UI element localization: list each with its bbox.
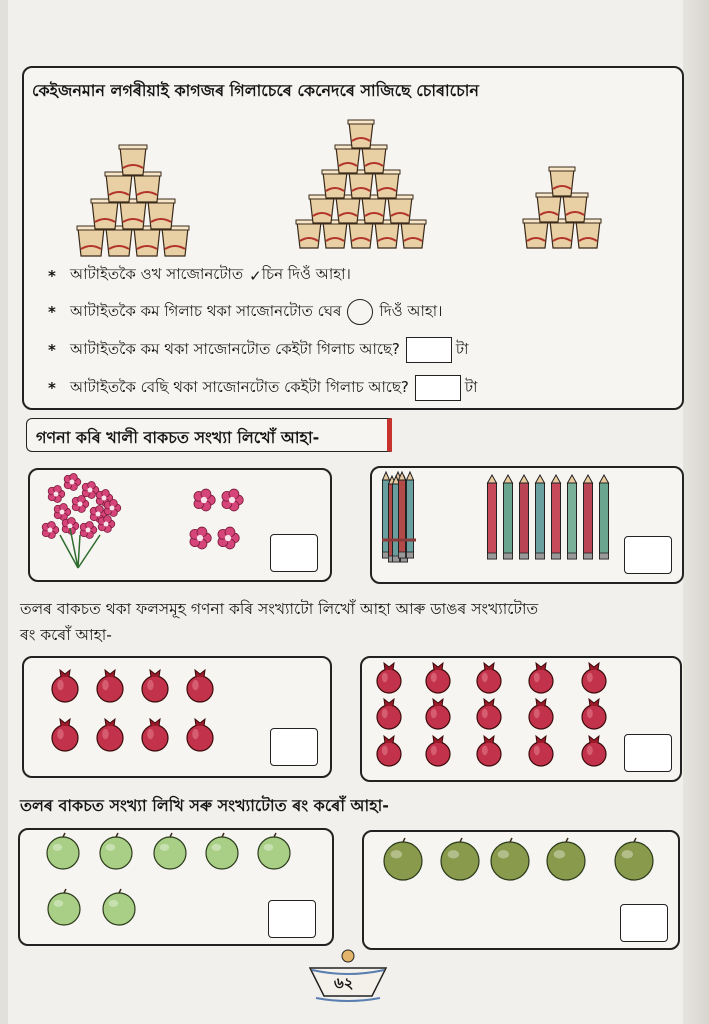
fruit [547,838,585,880]
fruit [154,833,186,869]
fruit [384,838,422,880]
fruit [48,889,80,925]
fruit [258,833,290,869]
question-text: আটাইতকৈ ওখ সাজোনটোত [70,265,244,283]
check-mark: ✓ [249,266,262,285]
question-text: আটাইতকৈ বেছি থকা সাজোনটোত কেইটা গিলাচ আছে? [70,377,409,396]
question-suffix: চিন দিওঁ আহা। [261,265,351,283]
section-title: গণনা কৰি খালী বাকচত সংখ্যা লিখোঁ আহা- [36,428,320,447]
fruit [103,889,135,925]
fruit [441,838,479,880]
question-1: * আটাইতকৈ ওখ সাজোনটোত ✓ চিন দিওঁ আহা। [48,263,351,288]
question-suffix: টা [455,339,469,358]
instruction-line-2: ৰং কৰোঁ আহা- [20,626,112,644]
fruit [206,833,238,869]
question-suffix: দিওঁ আহা। [379,301,443,320]
question-text: আটাইতকৈ কম থকা সাজোনটোত কেইটা গিলাচ আছে? [70,339,400,358]
question-text: আটাইতকৈ কম গিলাচ থকা সাজোনটোত ঘেৰ [70,301,342,320]
instruction: তলৰ বাকচত সংখ্যা লিখি সৰু সংখ্যাটোত ৰং কৰোঁ আহা- [20,796,389,815]
fruit [47,833,79,869]
instruction-line-1: তলৰ বাকচত থকা ফলসমূহ গণনা কৰি সংখ্যাটো লিখোঁ আহা আৰু ডাঙৰ সংখ্যাটোত [20,600,539,618]
question-4: * আটাইতকৈ বেছি থকা সাজোনটোত কেইটা গিলাচ আছে? টা [48,375,477,401]
section-title: কেইজনমান লগৰীয়াই কাগজৰ গিলাচেৰে কেনেদৰে সাজিছে চোৰাচোন [32,81,479,100]
fruit [615,838,653,880]
question-2: * আটাইতকৈ কম গিলাচ থকা সাজোনটোত ঘেৰ দিওঁ আহা। [48,299,443,325]
fruit [491,838,529,880]
question-3: * আটাইতকৈ কম থকা সাজোনটোত কেইটা গিলাচ আছে? টা [48,337,468,363]
fruit [100,833,132,869]
page-number: ৬২ [334,974,354,992]
question-suffix: টা [464,377,478,396]
